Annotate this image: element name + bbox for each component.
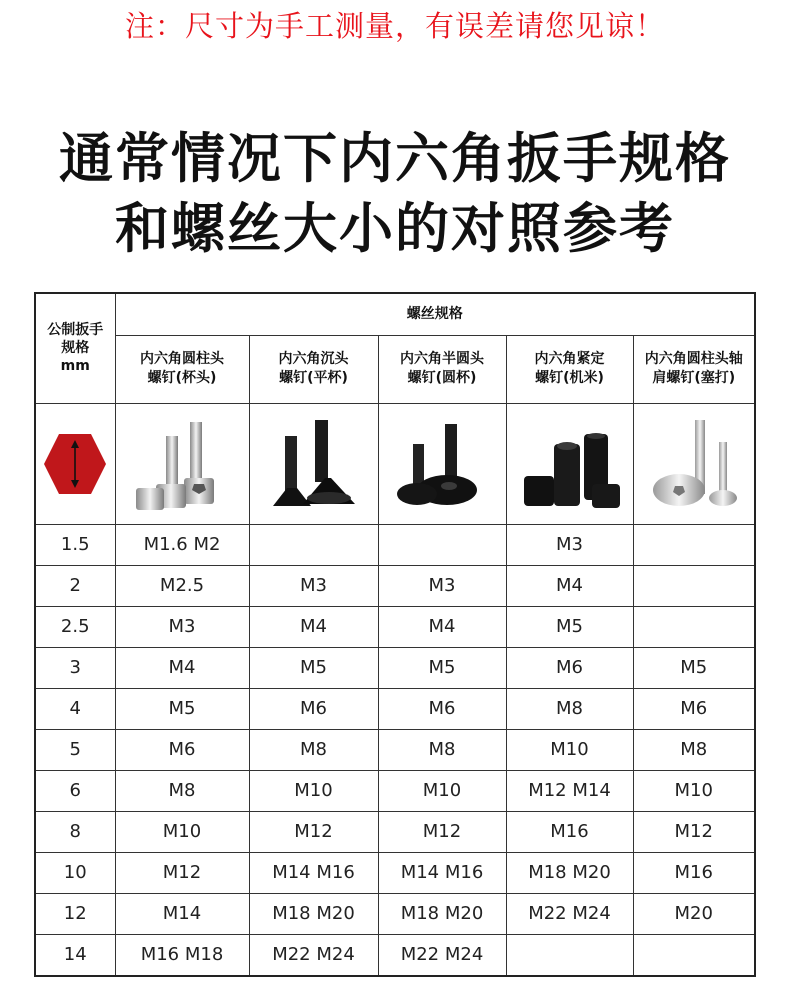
screw-size-shoulder-screw: M8 bbox=[633, 729, 755, 770]
screw-size-countersunk: M12 bbox=[249, 811, 378, 852]
wrench-size-cell: 12 bbox=[35, 893, 115, 934]
screw-size-shoulder-screw: M10 bbox=[633, 770, 755, 811]
screw-size-countersunk: M8 bbox=[249, 729, 378, 770]
screw-size-set-screw: M8 bbox=[506, 688, 633, 729]
button-head-screw-photo bbox=[378, 403, 506, 524]
screw-size-set-screw bbox=[506, 934, 633, 976]
wrench-size-header: 公制扳手 规格 mm bbox=[35, 293, 115, 403]
screw-size-countersunk: M22 M24 bbox=[249, 934, 378, 976]
table-row bbox=[35, 934, 755, 976]
wrench-size-cell: 2 bbox=[35, 565, 115, 606]
table-row bbox=[35, 524, 755, 565]
screw-size-set-screw: M4 bbox=[506, 565, 633, 606]
screw-size-set-screw: M5 bbox=[506, 606, 633, 647]
table-row bbox=[35, 852, 755, 893]
screw-size-cap-head: M10 bbox=[115, 811, 249, 852]
screw-size-set-screw: M18 M20 bbox=[506, 852, 633, 893]
screw-size-button-head bbox=[378, 524, 506, 565]
wrench-size-cell: 1.5 bbox=[35, 524, 115, 565]
col-header-cap-head: 内六角圆柱头 螺钉(杯头) bbox=[115, 335, 249, 403]
screw-size-cap-head: M12 bbox=[115, 852, 249, 893]
table-row bbox=[35, 606, 755, 647]
table-row bbox=[35, 893, 755, 934]
screw-size-cap-head: M6 bbox=[115, 729, 249, 770]
wrench-size-cell: 4 bbox=[35, 688, 115, 729]
screw-size-cap-head: M1.6 M2 bbox=[115, 524, 249, 565]
screw-size-button-head: M22 M24 bbox=[378, 934, 506, 976]
screw-size-button-head: M18 M20 bbox=[378, 893, 506, 934]
screw-size-cap-head: M4 bbox=[115, 647, 249, 688]
col-header-shoulder-screw: 内六角圆柱头轴 肩螺钉(塞打) bbox=[633, 335, 755, 403]
wrench-size-cell: 5 bbox=[35, 729, 115, 770]
screw-size-cap-head: M16 M18 bbox=[115, 934, 249, 976]
table-row bbox=[35, 770, 755, 811]
screw-spec-group-header: 螺丝规格 bbox=[115, 293, 755, 335]
screw-size-set-screw: M22 M24 bbox=[506, 893, 633, 934]
screw-size-shoulder-screw: M6 bbox=[633, 688, 755, 729]
screw-size-countersunk: M14 M16 bbox=[249, 852, 378, 893]
page-title-line2: 和螺丝大小的对照参考 bbox=[115, 197, 675, 260]
screw-size-cap-head: M14 bbox=[115, 893, 249, 934]
screw-size-set-screw: M3 bbox=[506, 524, 633, 565]
screw-size-set-screw: M6 bbox=[506, 647, 633, 688]
screw-size-shoulder-screw: M12 bbox=[633, 811, 755, 852]
wrench-size-cell: 14 bbox=[35, 934, 115, 976]
table-row bbox=[35, 729, 755, 770]
screw-size-shoulder-screw bbox=[633, 565, 755, 606]
notice-text: 注：尺寸为手工测量，有误差请您见谅！ bbox=[124, 9, 665, 43]
screw-size-button-head: M8 bbox=[378, 729, 506, 770]
col-header-countersunk: 内六角沉头 螺钉(平杯) bbox=[249, 335, 378, 403]
screw-size-countersunk: M4 bbox=[249, 606, 378, 647]
screw-size-shoulder-screw bbox=[633, 934, 755, 976]
screw-size-countersunk: M18 M20 bbox=[249, 893, 378, 934]
screw-size-set-screw: M10 bbox=[506, 729, 633, 770]
screw-size-cap-head: M5 bbox=[115, 688, 249, 729]
screw-size-countersunk: M6 bbox=[249, 688, 378, 729]
col-header-set-screw: 内六角紧定 螺钉(机米) bbox=[506, 335, 633, 403]
screw-size-shoulder-screw: M5 bbox=[633, 647, 755, 688]
hex-wrench-size-icon bbox=[35, 403, 115, 524]
screw-size-countersunk bbox=[249, 524, 378, 565]
screw-size-countersunk: M3 bbox=[249, 565, 378, 606]
screw-size-button-head: M5 bbox=[378, 647, 506, 688]
screw-size-countersunk: M5 bbox=[249, 647, 378, 688]
screw-size-button-head: M6 bbox=[378, 688, 506, 729]
table-row bbox=[35, 811, 755, 852]
col-header-button-head: 内六角半圆头 螺钉(圆杯) bbox=[378, 335, 506, 403]
table-row bbox=[35, 688, 755, 729]
screw-size-button-head: M4 bbox=[378, 606, 506, 647]
wrench-size-cell: 2.5 bbox=[35, 606, 115, 647]
shoulder-screw-photo bbox=[633, 403, 755, 524]
page-title-line1: 通常情况下内六角扳手规格 bbox=[59, 127, 731, 190]
wrench-size-cell: 3 bbox=[35, 647, 115, 688]
screw-size-cap-head: M2.5 bbox=[115, 565, 249, 606]
screw-size-shoulder-screw: M16 bbox=[633, 852, 755, 893]
countersunk-screw-photo bbox=[249, 403, 378, 524]
screw-size-cap-head: M3 bbox=[115, 606, 249, 647]
screw-size-button-head: M12 bbox=[378, 811, 506, 852]
cap-head-screw-photo bbox=[115, 403, 249, 524]
wrench-screw-size-table bbox=[34, 292, 756, 977]
screw-size-shoulder-screw: M20 bbox=[633, 893, 755, 934]
screw-size-button-head: M3 bbox=[378, 565, 506, 606]
wrench-size-cell: 6 bbox=[35, 770, 115, 811]
screw-size-set-screw: M12 M14 bbox=[506, 770, 633, 811]
screw-size-button-head: M10 bbox=[378, 770, 506, 811]
table-row bbox=[35, 565, 755, 606]
screw-size-cap-head: M8 bbox=[115, 770, 249, 811]
screw-size-button-head: M14 M16 bbox=[378, 852, 506, 893]
screw-size-shoulder-screw bbox=[633, 524, 755, 565]
set-screw-photo bbox=[506, 403, 633, 524]
table-row bbox=[35, 647, 755, 688]
wrench-size-cell: 10 bbox=[35, 852, 115, 893]
screw-size-shoulder-screw bbox=[633, 606, 755, 647]
screw-size-set-screw: M16 bbox=[506, 811, 633, 852]
wrench-size-cell: 8 bbox=[35, 811, 115, 852]
screw-size-countersunk: M10 bbox=[249, 770, 378, 811]
